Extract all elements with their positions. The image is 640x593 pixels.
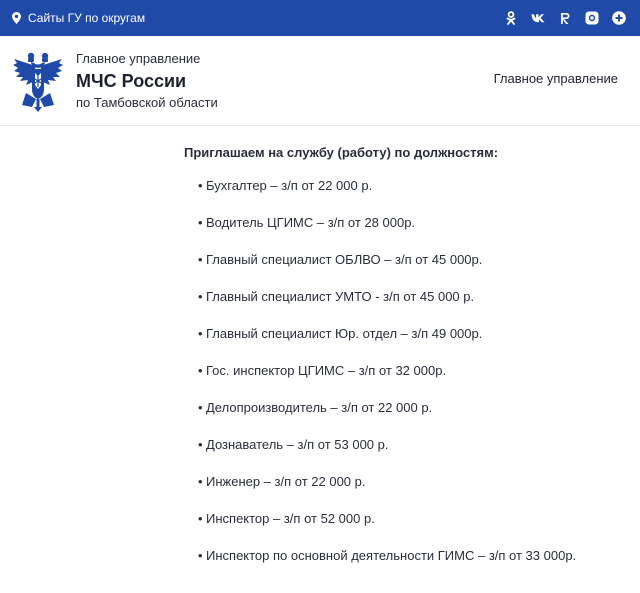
brand-text xyxy=(76,51,218,111)
brand-subtitle: по Тамбовской области xyxy=(76,94,218,110)
brand-pretitle: Главное управление xyxy=(76,50,201,66)
instagram-icon[interactable] xyxy=(585,11,599,25)
vacancy-text: Инженер – з/п от 22 000 р. xyxy=(206,474,366,489)
vacancies-section xyxy=(0,126,640,582)
nav-main-directorate[interactable]: Главное управление xyxy=(493,71,618,86)
list-item: • Гос. инспектор ЦГИМС – з/п от 32 000р. xyxy=(198,363,447,378)
list-item: • Инспектор по основной деятельности ГИМС – з/п от 33 000р. xyxy=(198,548,577,563)
vacancies-list xyxy=(184,175,640,582)
rutube-icon[interactable] xyxy=(558,11,572,25)
emchs-emblem-icon xyxy=(12,49,64,113)
regions-link[interactable] xyxy=(12,11,145,25)
vacancy-text: Инспектор – з/п от 52 000 р. xyxy=(206,511,375,526)
list-item: • Водитель ЦГИМС – з/п от 28 000р. xyxy=(198,215,416,230)
list-item: • Главный специалист Юр. отдел – з/п 49 000р. xyxy=(198,326,483,341)
top-bar xyxy=(0,0,640,36)
vacancies-intro: Приглашаем на службу (работу) по должностям: xyxy=(184,145,499,160)
vacancy-text: Бухгалтер – з/п от 22 000 р. xyxy=(206,178,373,193)
brand-title: МЧС России xyxy=(76,70,187,91)
vacancy-text: Главный специалист Юр. отдел – з/п 49 000р. xyxy=(206,326,483,341)
site-logo-link[interactable] xyxy=(12,49,218,113)
plus-icon[interactable] xyxy=(612,11,626,25)
vacancy-text: Дознаватель – з/п от 53 000 р. xyxy=(206,437,389,452)
regions-label: Сайты ГУ по округам xyxy=(28,11,146,25)
list-item: • Дознаватель – з/п от 53 000 р. xyxy=(198,437,389,452)
list-item: • Бухгалтер – з/п от 22 000 р. xyxy=(198,178,373,193)
list-item: • Главный специалист УМТО - з/п от 45 000 р. xyxy=(198,289,475,304)
list-item: • Инспектор – з/п от 52 000 р. xyxy=(198,511,375,526)
list-item: • Главный специалист ОБЛВО – з/п от 45 000р. xyxy=(198,252,483,267)
vacancy-text: Гос. инспектор ЦГИМС – з/п от 32 000р. xyxy=(206,363,447,378)
site-header xyxy=(0,36,640,126)
vacancy-text: Водитель ЦГИМС – з/п от 28 000р. xyxy=(206,215,416,230)
vacancy-text: Главный специалист УМТО - з/п от 45 000 р. xyxy=(206,289,475,304)
list-item: • Делопроизводитель – з/п от 22 000 р. xyxy=(198,400,433,415)
list-item: • Инженер – з/п от 22 000 р. xyxy=(198,474,366,489)
vacancy-text: Главный специалист ОБЛВО – з/п от 45 000р. xyxy=(206,252,483,267)
vk-icon[interactable] xyxy=(531,11,545,25)
vacancy-text: Делопроизводитель – з/п от 22 000 р. xyxy=(206,400,433,415)
location-pin-icon xyxy=(12,12,21,24)
odnoklassniki-icon[interactable] xyxy=(504,11,518,25)
vacancy-text: Инспектор по основной деятельности ГИМС – з/п от 33 000р. xyxy=(206,548,577,563)
social-links xyxy=(504,11,626,25)
